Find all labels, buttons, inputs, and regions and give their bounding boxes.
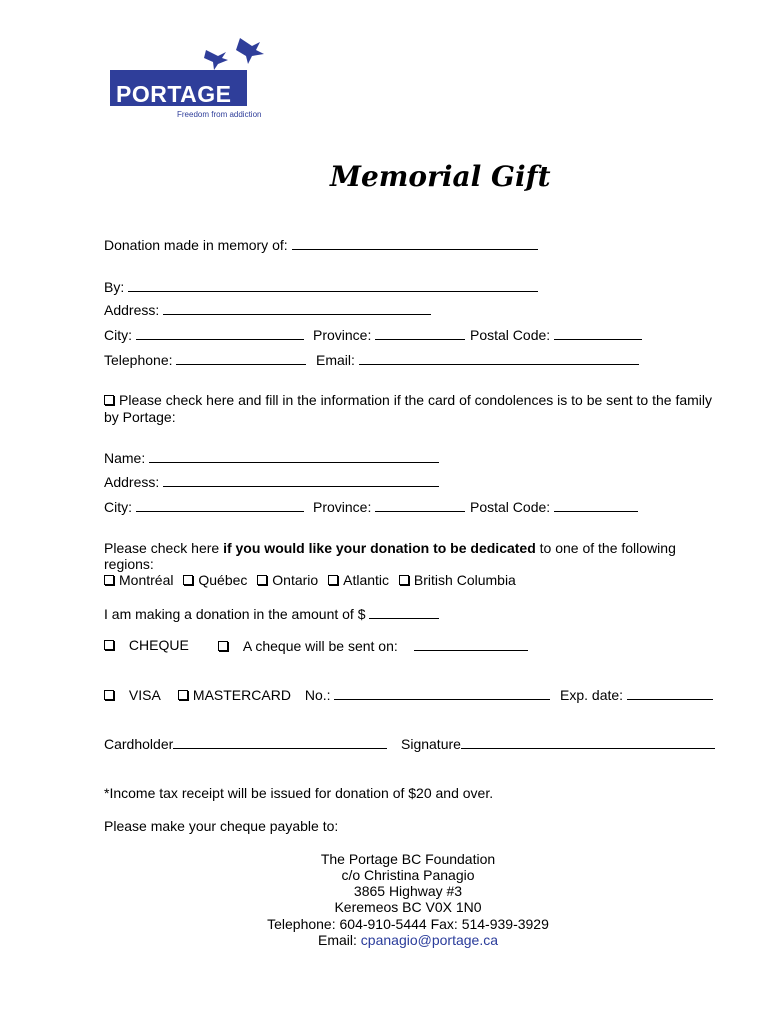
email-field[interactable] xyxy=(359,351,639,365)
address-line-1: The Portage BC Foundation xyxy=(320,851,496,867)
condolence-checkbox[interactable] xyxy=(104,395,114,405)
condolence-text: Please check here and fill in the information if the card of condolences is to be sent to the family xyxy=(119,392,712,408)
family-address-row xyxy=(104,473,439,490)
city-field[interactable] xyxy=(136,326,304,340)
family-city-label: City: xyxy=(104,499,132,515)
family-city-field[interactable] xyxy=(136,498,304,512)
city-label: City: xyxy=(104,327,132,343)
cheque-checkbox[interactable] xyxy=(104,640,114,650)
address-label: Address: xyxy=(104,302,160,318)
donation-memory-row xyxy=(104,236,538,253)
name-row xyxy=(104,449,439,466)
cheque-sent-checkbox[interactable] xyxy=(218,641,228,651)
exp-row xyxy=(560,686,713,703)
address-line-3: 3865 Highway #3 xyxy=(353,883,463,899)
card-row xyxy=(104,686,550,703)
logo-tagline: Freedom from addiction xyxy=(177,110,262,119)
address-email-line xyxy=(258,932,558,948)
amount-row xyxy=(104,605,439,622)
region-montreal[interactable] xyxy=(104,572,173,588)
family-province-row xyxy=(313,498,465,515)
region-ontario[interactable] xyxy=(257,572,318,588)
region-label: Ontario xyxy=(272,572,319,588)
signature-row xyxy=(401,735,715,752)
card-no-label: No.: xyxy=(304,687,331,703)
family-city-row xyxy=(104,498,304,515)
cheque-sent-label: A cheque will be sent on: xyxy=(242,638,398,654)
region-label: Québec xyxy=(198,572,248,588)
cheque-row xyxy=(104,637,189,653)
name-label: Name: xyxy=(104,450,146,466)
city-row xyxy=(104,326,304,343)
visa-label: VISA xyxy=(128,687,161,703)
exp-label: Exp. date: xyxy=(560,687,624,703)
by-row xyxy=(104,278,538,295)
condolence-text-cont: by Portage: xyxy=(104,409,176,425)
address-line-4: Keremeos BC V0X 1N0 xyxy=(334,899,482,915)
address-row xyxy=(104,301,431,318)
signature-field[interactable] xyxy=(461,735,715,749)
region-quebec[interactable] xyxy=(183,572,247,588)
dedicate-text-bold: if you would like your donation to be dedicated xyxy=(223,540,536,556)
regions-row xyxy=(104,572,516,588)
family-address-label: Address: xyxy=(104,474,160,490)
province-field[interactable] xyxy=(375,326,465,340)
region-checkbox[interactable] xyxy=(328,575,338,585)
mastercard-checkbox[interactable] xyxy=(178,690,188,700)
telephone-field[interactable] xyxy=(176,351,306,365)
region-label: Atlantic xyxy=(343,572,390,588)
by-field[interactable] xyxy=(128,278,538,292)
family-postal-row xyxy=(470,498,638,515)
logo-name: PORTAGE xyxy=(116,81,232,107)
amount-label: I am making a donation in the amount of $ xyxy=(104,606,366,622)
email-label: Email: xyxy=(316,352,355,368)
region-checkbox[interactable] xyxy=(183,575,193,585)
region-checkbox[interactable] xyxy=(399,575,409,585)
region-bc[interactable] xyxy=(399,572,516,588)
card-no-field[interactable] xyxy=(334,686,550,700)
province-row xyxy=(313,326,465,343)
email-link[interactable]: cpanagio@portage.ca xyxy=(360,932,498,948)
amount-field[interactable] xyxy=(369,605,439,619)
exp-field[interactable] xyxy=(627,686,713,700)
postal-field[interactable] xyxy=(554,326,642,340)
name-field[interactable] xyxy=(149,449,439,463)
donation-memory-label: Donation made in memory of: xyxy=(104,237,288,253)
dedicate-text-start: Please check here xyxy=(104,540,224,556)
address-field[interactable] xyxy=(163,301,431,315)
postal-label: Postal Code: xyxy=(470,327,551,343)
cheque-sent-row xyxy=(218,637,528,654)
telephone-label: Telephone: xyxy=(104,352,173,368)
family-address-field[interactable] xyxy=(163,473,439,487)
telephone-row xyxy=(104,351,306,368)
cheque-date-field[interactable] xyxy=(414,637,528,651)
dedicate-text-regions: regions: xyxy=(104,556,154,572)
address-line-2: c/o Christina Panagio xyxy=(341,867,475,883)
signature-label: Signature xyxy=(401,736,461,752)
cardholder-row xyxy=(104,735,387,752)
tax-note: *Income tax receipt will be issued for donation of $20 and over. xyxy=(104,785,494,801)
cheque-label: CHEQUE xyxy=(128,637,189,653)
dedicate-text-end: to one of the following xyxy=(535,540,676,556)
address-email-prefix: Email: xyxy=(318,932,361,948)
page-title: Memorial Gift xyxy=(330,160,551,193)
region-checkbox[interactable] xyxy=(257,575,267,585)
postal-row xyxy=(470,326,642,343)
payable-label: Please make your cheque payable to: xyxy=(104,818,339,834)
mastercard-label: MASTERCARD xyxy=(192,687,291,703)
cardholder-label: Cardholder xyxy=(104,736,174,752)
cardholder-field[interactable] xyxy=(173,735,387,749)
family-postal-label: Postal Code: xyxy=(470,499,551,515)
region-label: British Columbia xyxy=(413,572,516,588)
donation-memory-field[interactable] xyxy=(292,236,538,250)
by-label: By: xyxy=(104,279,125,295)
province-label: Province: xyxy=(313,327,372,343)
family-province-field[interactable] xyxy=(375,498,465,512)
address-line-5: Telephone: 604-910-5444 Fax: 514-939-3929 xyxy=(267,916,549,932)
email-row xyxy=(316,351,639,368)
family-province-label: Province: xyxy=(313,499,372,515)
family-postal-field[interactable] xyxy=(554,498,638,512)
visa-checkbox[interactable] xyxy=(104,690,114,700)
dedicate-text xyxy=(104,540,676,556)
condolence-row xyxy=(104,392,712,408)
region-checkbox[interactable] xyxy=(104,575,114,585)
region-label: Montréal xyxy=(119,572,174,588)
region-atlantic[interactable] xyxy=(328,572,389,588)
